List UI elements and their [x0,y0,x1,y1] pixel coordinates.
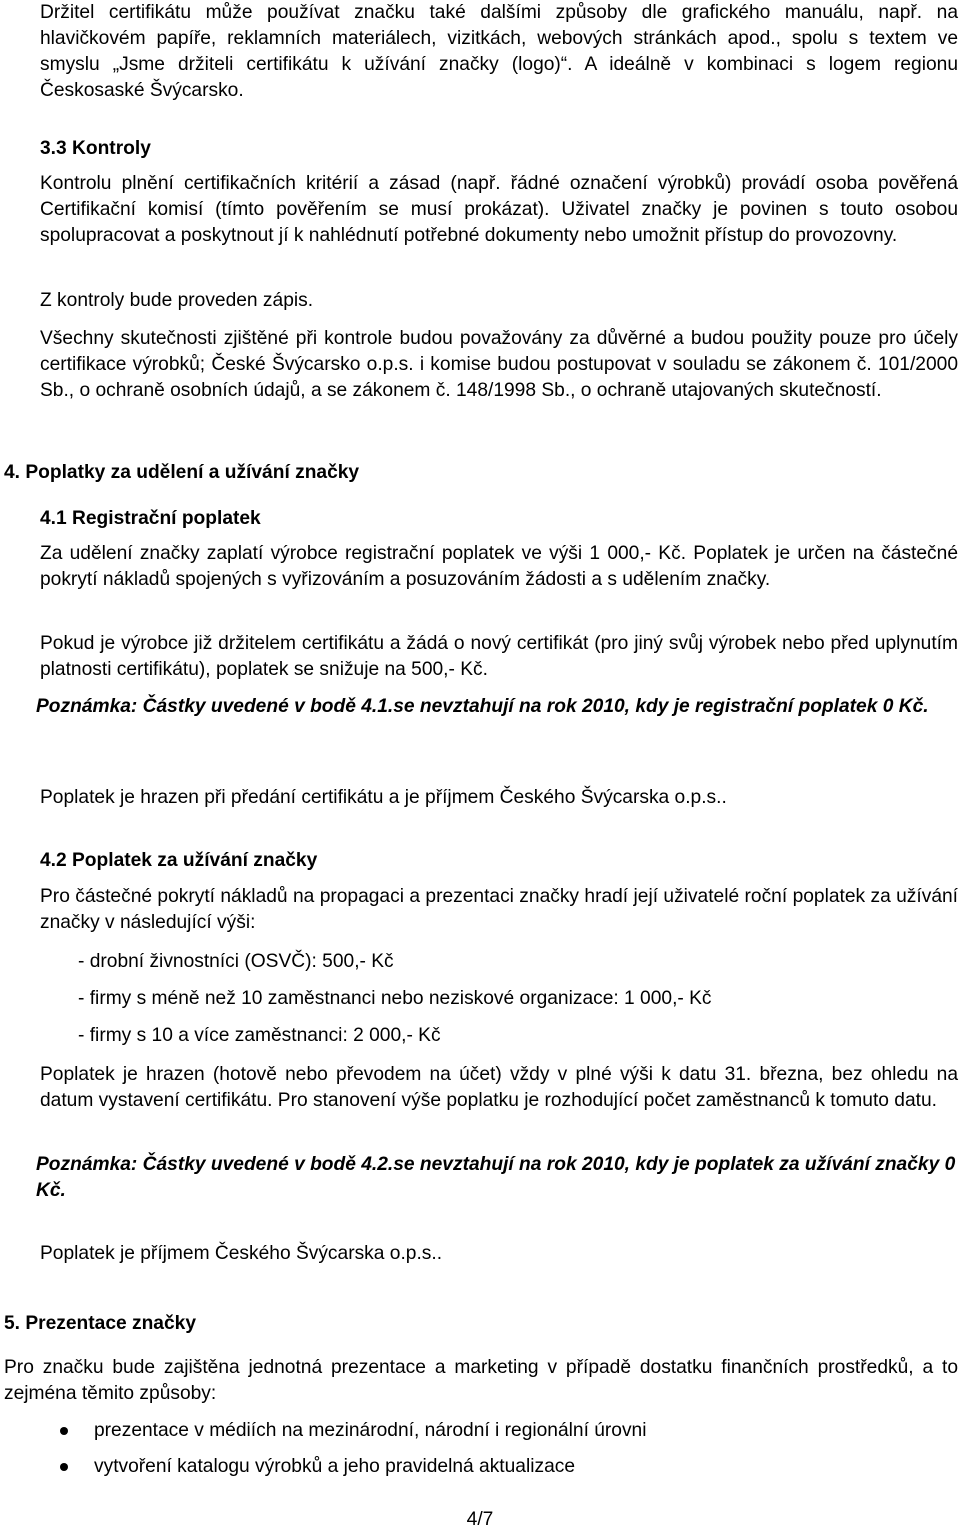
section-4-1-note: Poznámka: Částky uvedené v bodě 4.1.se nevztahují na rok 2010, kdy je registrační poplatek 0 Kč. [36,696,929,717]
page-number: 4/7 [466,1509,494,1530]
section-4-1-paragraph-1: Za udělení značky zaplatí výrobce registrační poplatek ve výši 1 000,- Kč. Poplatek je určen na částečné pokrytí nákladů spojených s vyřizováním a posuzováním žádosti a s udělením značky. [40,543,958,590]
bullet-icon [60,1463,68,1471]
list-item [60,1454,647,1490]
list-item [60,1418,647,1454]
list-item-text: prezentace v médiích na mezinárodní, národní i regionální úrovni [94,1420,647,1441]
section-4-2-paragraph-1: Pro částečné pokrytí nákladů na propagaci a prezentaci značky hradí její uživatelé roční poplatek za užívání značky v následující výši: [40,886,958,933]
section-3-3-paragraph-2: Z kontroly bude proveden zápis. [40,290,314,311]
section-4-1-paragraph-3: Poplatek je hrazen při předání certifikátu a je příjmem Českého Švýcarska o.p.s.. [40,787,727,808]
section-3-3-heading: 3.3 Kontroly [40,138,151,159]
section-5-paragraph: Pro značku bude zajištěna jednotná prezentace a marketing v případě dostatku finančních prostředků, a to zejména těmito způsoby: [4,1357,958,1404]
section-3-3-paragraph-3: Všechny skutečnosti zjištěné při kontrole budou považovány za důvěrné a budou použity pouze pro účely certifikace výrobků; České Švýcarsko o.p.s. i komise budou postupovat v souladu se zákonem č. 101/2000 Sb., o ochraně osobních údajů, a se zákonem č. 148/1998 Sb., o ochraně utajovaných skutečností. [40,328,958,401]
presentation-list [60,1418,647,1490]
section-4-2-heading: 4.2 Poplatek za užívání značky [40,850,318,871]
fee-item: - drobní živnostníci (OSVČ): 500,- Kč [78,951,394,972]
section-5-heading: 5. Prezentace značky [4,1313,196,1334]
list-item-text: vytvoření katalogu výrobků a jeho pravidelná aktualizace [94,1456,576,1477]
section-4-heading: 4. Poplatky za udělení a užívání značky [4,462,360,483]
section-4-1-heading: 4.1 Registrační poplatek [40,508,261,529]
intro-paragraph: Držitel certifikátu může používat značku také dalšími způsoby dle grafického manuálu, např. na hlavičkovém papíře, reklamních materiálech, vizitkách, webových stránkách apod., spolu s textem ve smyslu „Jsme držiteli certifikátu k užívání značky (logo)“. A ideálně v kombinaci s logem regionu Českosaské Švýcarsko. [40,2,958,101]
fee-item: - firmy s 10 a více zaměstnanci: 2 000,- Kč [78,1025,441,1046]
fee-item: - firmy s méně než 10 zaměstnanci nebo neziskové organizace: 1 000,- Kč [78,988,712,1009]
section-4-1-paragraph-2: Pokud je výrobce již držitelem certifikátu a žádá o nový certifikát (pro jiný svůj výrobek nebo před uplynutím platnosti certifikátu), poplatek se snižuje na 500,- Kč. [40,633,958,680]
section-3-3-paragraph-1: Kontrolu plnění certifikačních kritérií a zásad (např. řádné označení výrobků) provádí osoba pověřená Certifikační komisí (tímto pověřením se musí prokázat). Uživatel značky je povinen s touto osobou spolupracovat a poskytnout jí k nahlédnutí potřebné dokumenty nebo umožnit přístup do provozovny. [40,173,958,246]
section-4-2-paragraph-2: Poplatek je hrazen (hotově nebo převodem na účet) vždy v plné výši k datu 31. března, bez ohledu na datum vystavení certifikátu. Pro stanovení výše poplatku je rozhodující počet zaměstnanců k tomuto datu. [40,1064,958,1111]
bullet-icon [60,1427,68,1435]
section-4-2-note: Poznámka: Částky uvedené v bodě 4.2.se nevztahují na rok 2010, kdy je poplatek za užívání značky 0 Kč. [36,1154,956,1201]
section-4-2-paragraph-3: Poplatek je příjmem Českého Švýcarska o.p.s.. [40,1243,443,1264]
